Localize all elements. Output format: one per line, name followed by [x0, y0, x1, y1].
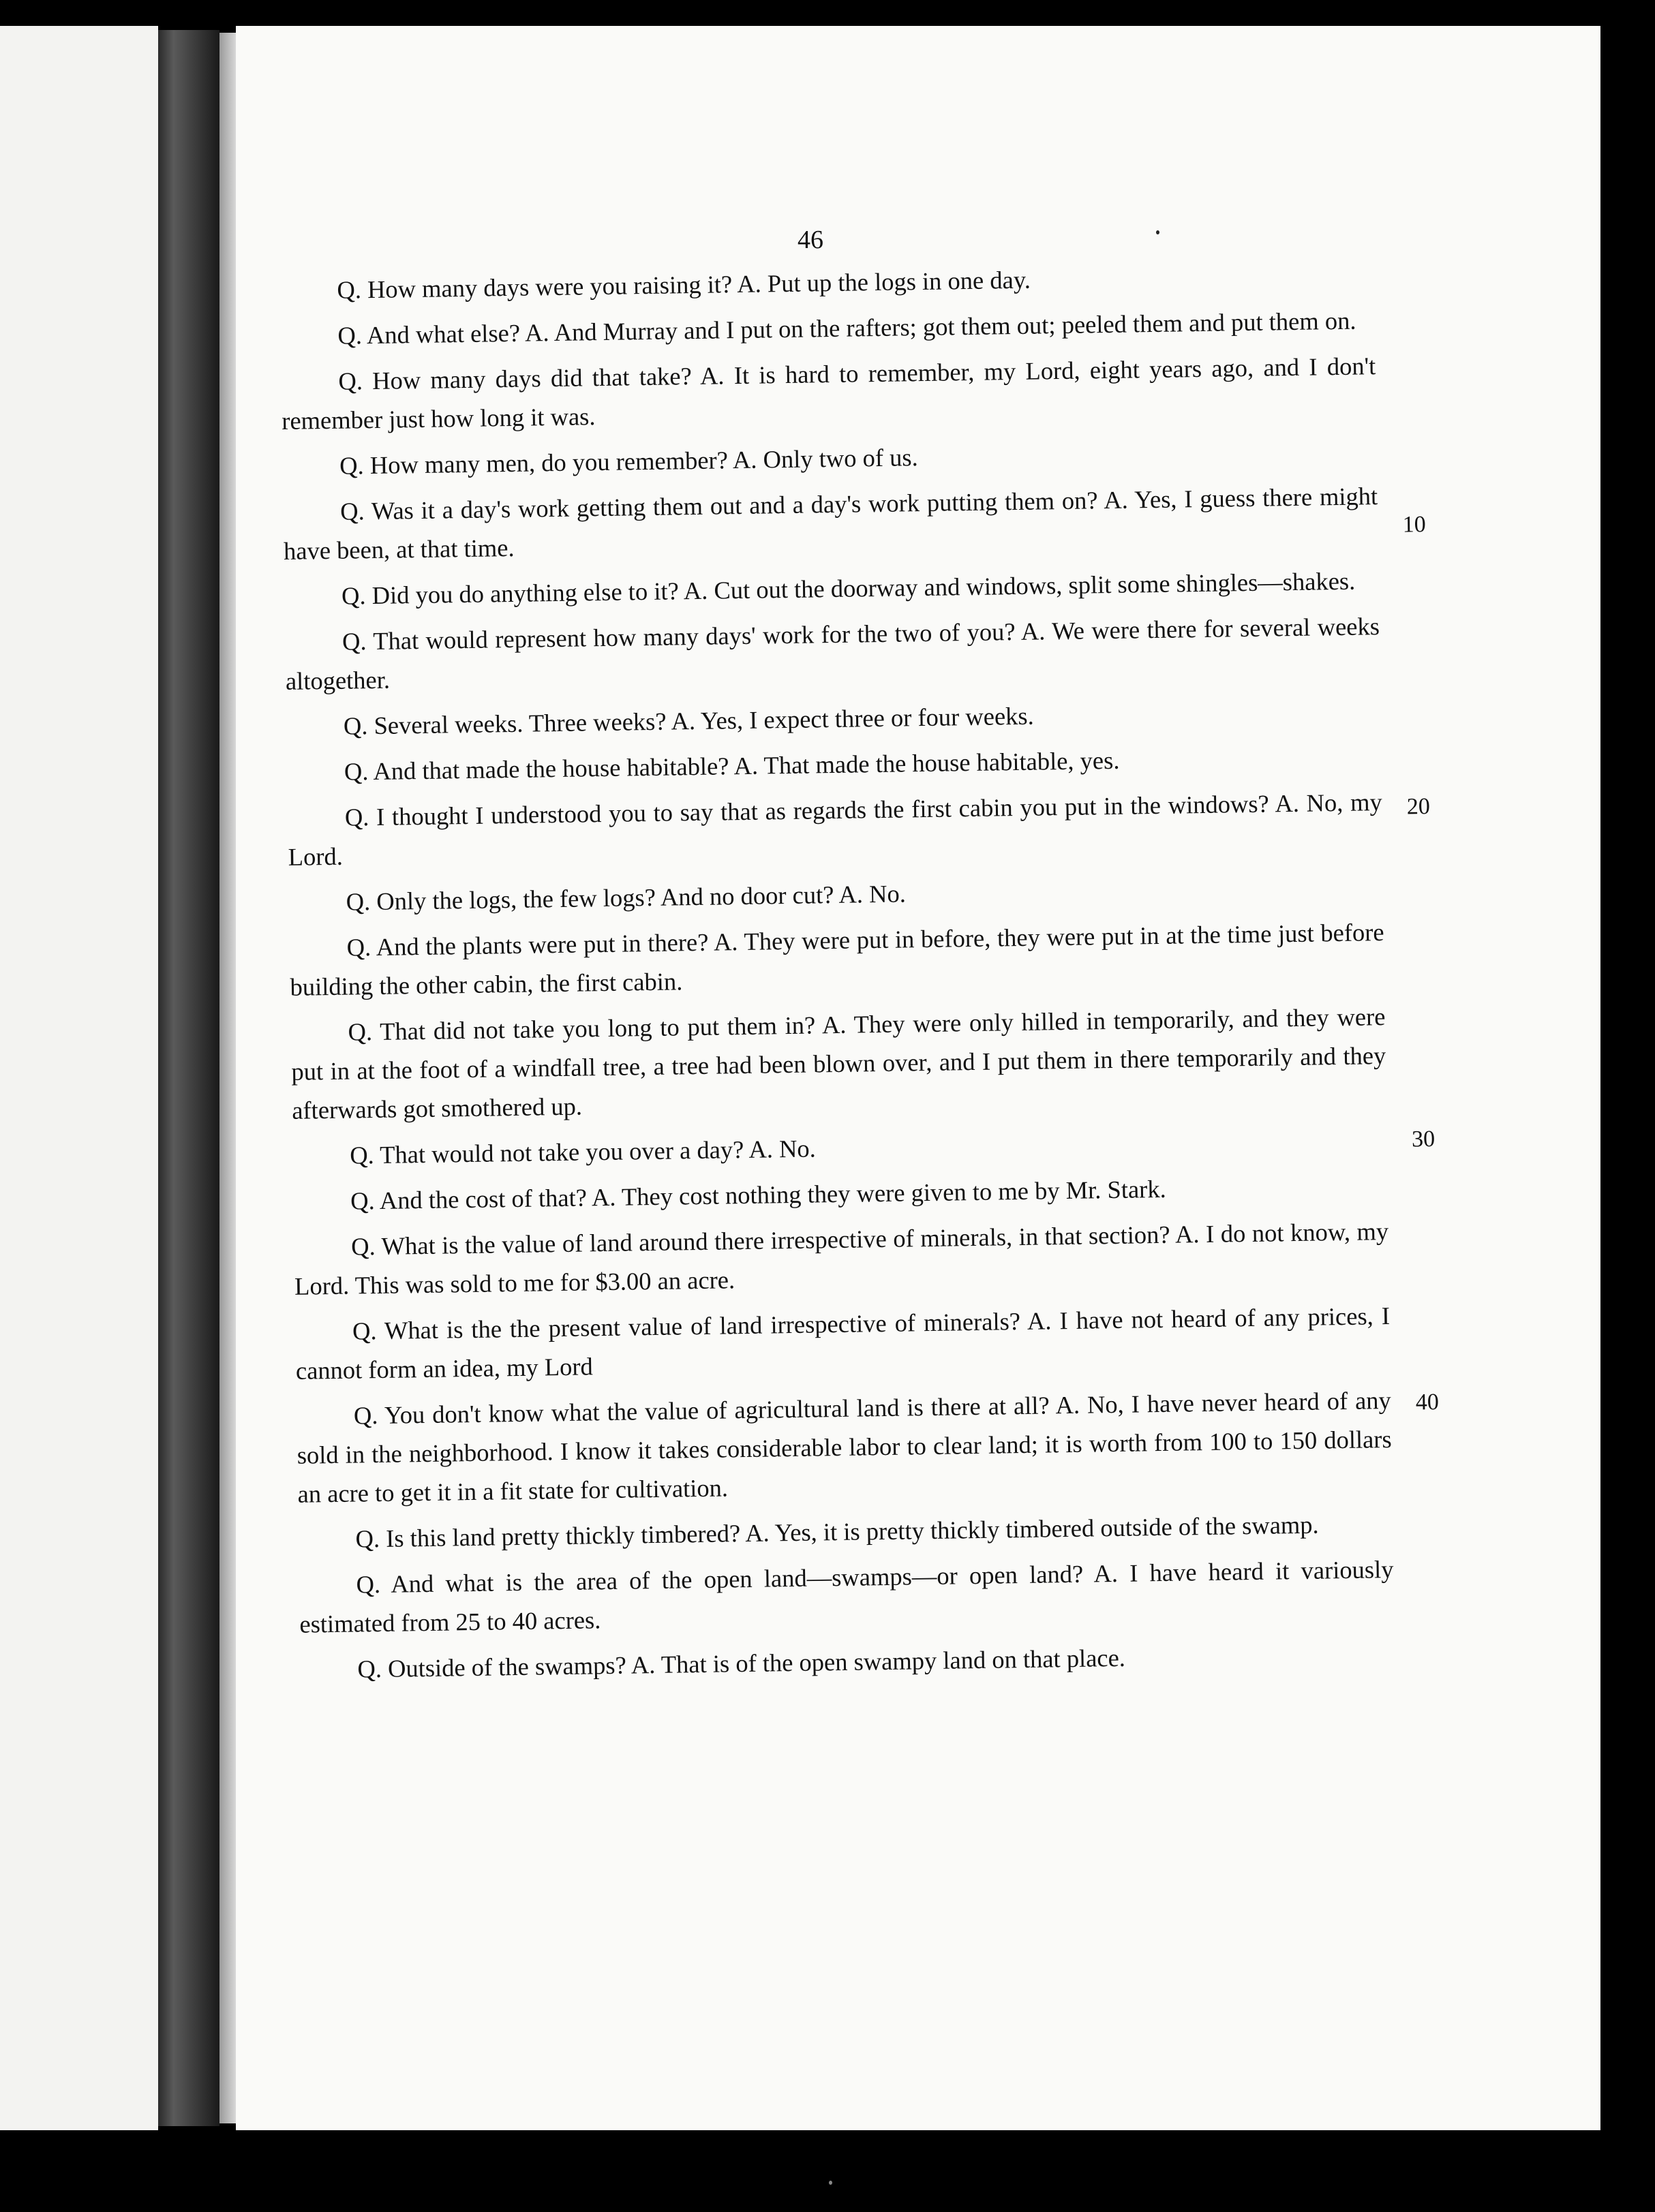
qa-paragraph: Q. And the plants were put in there? A. They were put in before, they were put in at the time just before building the other cabin, the first cabin. — [290, 918, 1384, 1001]
scan-speck — [1156, 230, 1159, 234]
qa-paragraph: Q. And that made the house habitable? A. That made the house habitable, yes. — [344, 746, 1120, 786]
facing-page — [0, 26, 158, 2130]
qa-paragraph: Q. Is this land pretty thickly timbered? A. Yes, it is pretty thickly timbered outside of the swamp. — [355, 1510, 1319, 1553]
qa-paragraph: Q. And what is the area of the open land—swamps—or open land? A. I have heard it variously estimated from 25 to 40 acres. — [299, 1554, 1394, 1638]
qa-paragraph: Q. That would represent how many days' work for the two of you? A. We were there for several weeks altogether. — [285, 612, 1380, 695]
scan-speck — [829, 2181, 832, 2185]
qa-paragraph: Q. Did you do anything else to it? A. Cut out the doorway and windows, split some shingles—shakes. — [341, 566, 1356, 610]
qa-paragraph: Q. How many days did that take? A. It is hard to remember, my Lord, eight years ago, and I don't remember just how long it was. — [281, 352, 1376, 435]
qa-paragraph: Q. Several weeks. Three weeks? A. Yes, I expect three or four weeks. — [343, 701, 1034, 740]
line-number: 30 — [1411, 1126, 1436, 1152]
line-number: 40 — [1415, 1389, 1440, 1415]
qa-paragraph: Q. You don't know what the value of agricultural land is there at all? A. No, I have never heard of any sold in the neighborhood. I know it takes considerable labor to clear land; it is worth from 100 to 150 dollars an acre to get it in a fit state for cultivation. 40 — [297, 1381, 1393, 1514]
qa-paragraph: Q. Only the logs, the few logs? And no door cut? A. No. — [346, 879, 907, 916]
transcript-text — [279, 255, 1440, 1696]
line-number: 10 — [1402, 512, 1426, 538]
line-number: 20 — [1406, 794, 1431, 820]
qa-paragraph: Q. And the cost of that? A. They cost nothing they were given to me by Mr. Stark. — [350, 1174, 1166, 1215]
qa-paragraph: Q. Was it a day's work getting them out and a day's work putting them on? A. Yes, I guess there might have been, at that time. 10 — [283, 482, 1426, 565]
qa-paragraph: Q. How many men, do you remember? A. Only two of us. — [339, 443, 918, 480]
page-gutter — [219, 33, 236, 2123]
qa-paragraph: Q. How many days were you raising it? A. Put up the logs in one day. — [337, 265, 1031, 304]
qa-paragraph: Q. And what else? A. And Murray and I put on the rafters; got them out; peeled them and put them on. — [337, 306, 1356, 350]
qa-paragraph: Q. What is the value of land around there irrespective of minerals, in that section? A. I do not know, my Lord. This was sold to me for $3.00 an acre. — [294, 1217, 1389, 1300]
qa-paragraph: Q. That would not take you over a day? A. No. 30 — [292, 1120, 1388, 1176]
book-spine — [158, 30, 219, 2126]
qa-paragraph: Q. I thought I understood you to say that as regards the first cabin you put in the windows? A. No, my Lord. 20 — [288, 788, 1431, 871]
page-number: 46 — [798, 226, 823, 254]
qa-paragraph: Q. What is the the present value of land irrespective of minerals? A. I have not heard of any prices, I cannot form an idea, my Lord — [295, 1302, 1391, 1385]
qa-paragraph: Q. That did not take you long to put them in? A. They were only hilled in temporarily, and they were put in at the foot of a windfall tree, a tree had been blown over, and I put them in there temporarily and they afterwards got smothered up. — [291, 1002, 1386, 1124]
qa-paragraph: Q. Outside of the swamps? A. That is of the open swampy land on that place. — [357, 1643, 1126, 1683]
